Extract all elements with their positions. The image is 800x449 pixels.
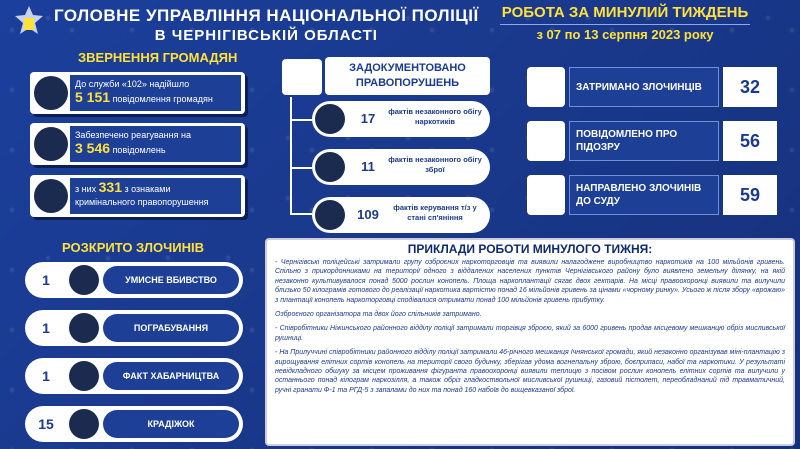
- solved-title: РОЗКРИТО ЗЛОЧИНІВ: [62, 240, 204, 255]
- stat-suspected: [527, 121, 777, 161]
- documented-row-drunk-driving: [312, 197, 490, 233]
- gun-icon: [315, 152, 345, 182]
- solved-count: 1: [42, 272, 50, 288]
- stat-label: НАПРАВЛЕНО ЗЛОЧИНІВ ДО СУДУ: [569, 175, 719, 215]
- documented-count: 17: [360, 111, 376, 126]
- solved-label: УМИСНЕ ВБИВСТВО: [103, 266, 239, 294]
- appeal-prefix: з них: [75, 184, 97, 194]
- appeal-line2: кримінального правопорушення: [75, 197, 209, 207]
- example-paragraph: - Чернігівські поліцейські затримали групу озброєних наркоторговців та виявили налагоджене виробництво наркотиків на 100 мільйонів гривень. Спільно з прикордонниками на території одного з віддалених населених пунктів Чернігівського району було виявлено земельну ділянку, на якій незаконно культивувалося понад 5000 рослин конопель. Площа наркоплантації сягає двох гектарів. На місці правоохоронці виявили та вилучили близько 50 кілограмів готового до реалізації наркотика вартістю понад 16 мільйонів гривень за цінами «чорному ринку». Усього ж після збору «врожаю» з плантації конопель наркоторговці сподівалися отримати понад 100 мільйонів гривень прибутку.: [275, 259, 785, 304]
- documented-row-drugs: [312, 101, 490, 137]
- robber-icon: [69, 313, 99, 343]
- appeal-card-calls: [30, 72, 245, 114]
- documented-count: 109: [357, 207, 379, 222]
- solved-label: ПОГРАБУВАННЯ: [103, 314, 239, 342]
- appeal-line2: повідомлень: [112, 145, 166, 155]
- week-range: з 07 по 13 серпня 2023 року: [536, 27, 714, 42]
- documented-label: фактів незаконного обігу зброї: [388, 155, 482, 174]
- stat-detained: [527, 67, 777, 107]
- solved-row-murder: [25, 262, 243, 298]
- example-paragraph: - На Прилуччині співробітники районного відділу поліції затримали 46-річного мешканця Ічнянської громади, який незаконно організував міні-плантацію з вирощування елітних сортів конопель на території свого будинку, зберігав удома вогнепальну зброю, боєприпаси, набої та наркотики. У результаті невідкладного обшуку за місцем проживання фігуранта правоохоронці виявили теплицю з посівом рослин конопель елітних сортів та вилучили у останнього понад кілограм наркозілля, а також обріз гладкоствольної мисливської рушниці, газовий пістолет, переобладнаний під травматичний, ручні гранати Ф-1 та РГД-5 з запалами до них та понад 160 набоїв до вищевказаної зброї.: [275, 349, 785, 394]
- appeal-value: 3 546: [75, 140, 111, 156]
- drugs-icon: [315, 104, 345, 134]
- no-drink-drive-icon: [315, 200, 345, 230]
- appeal-line1: з ознаками: [124, 184, 171, 194]
- divider: [500, 24, 750, 25]
- appeal-line1: Забезпечено реагування на: [75, 130, 191, 140]
- suspect-icon: [527, 121, 565, 161]
- solved-row-theft: [25, 406, 243, 442]
- example-paragraph: - Співробітники Ніжинського районного відділу поліції затримали торгівця зброєю, який за 6000 гривень продав місцевому мешканцю обріз мисливської рушниці.: [275, 325, 785, 342]
- appeal-card-criminal: [30, 175, 245, 217]
- appeal-card-responses: [30, 123, 245, 165]
- title-line-2: В ЧЕРНІГІВСЬКІЙ ОБЛАСТІ: [154, 27, 378, 44]
- solved-label: ФАКТ ХАБАРНИЦТВА: [103, 362, 239, 390]
- documented-connector: [290, 97, 310, 215]
- solved-label: КРАДІЖОК: [103, 410, 239, 438]
- officers-icon: [282, 59, 322, 95]
- stat-court: [527, 175, 777, 215]
- court-icon: [527, 175, 565, 215]
- appeal-value: 5 151: [75, 89, 111, 105]
- stat-value: 32: [723, 67, 777, 107]
- thief-icon: [69, 409, 99, 439]
- solved-row-robbery: [25, 310, 243, 346]
- police-officer-icon: [34, 179, 68, 213]
- stat-value: 56: [723, 121, 777, 161]
- documented-count: 11: [361, 159, 375, 174]
- body-icon: [69, 265, 99, 295]
- page-title: [54, 6, 479, 46]
- documented-title-box: [325, 57, 490, 95]
- examples-panel: [265, 238, 795, 446]
- appeal-line1: До служби «102» надійшло: [75, 79, 190, 89]
- title-line-1: ГОЛОВНЕ УПРАВЛІННЯ НАЦІОНАЛЬНОЇ ПОЛІЦІЇ: [54, 6, 479, 25]
- examples-title: ПРИКЛАДИ РОБОТИ МИНУЛОГО ТИЖНЯ:: [407, 242, 653, 256]
- handcuffs-icon: [527, 67, 565, 107]
- appeals-title: ЗВЕРНЕННЯ ГРОМАДЯН: [78, 50, 238, 65]
- example-paragraph: Озброєного організатора та двох його спільників затримано.: [275, 311, 482, 319]
- bribe-icon: [69, 361, 99, 391]
- documented-row-weapons: [312, 149, 490, 185]
- solved-row-bribery: [25, 358, 243, 394]
- documented-label: фактів незаконного обігу наркотиків: [388, 107, 482, 126]
- operator-icon: [34, 76, 68, 110]
- patrol-icon: [34, 127, 68, 161]
- documented-label: фактів керування т/з у стані сп'яніння: [393, 203, 477, 222]
- solved-count: 1: [42, 320, 50, 336]
- stat-value: 59: [723, 175, 777, 215]
- stat-label: ПОВІДОМЛЕНО ПРО ПІДОЗРУ: [569, 121, 719, 161]
- appeal-value: 331: [98, 179, 122, 195]
- week-title: РОБОТА ЗА МИНУЛИЙ ТИЖДЕНЬ: [501, 4, 749, 21]
- examples-body: [275, 258, 785, 400]
- police-emblem-icon: [14, 6, 44, 40]
- solved-count: 15: [38, 416, 54, 432]
- solved-count: 1: [42, 368, 50, 384]
- appeal-line2: повідомлення громадян: [112, 94, 213, 104]
- documented-title: ЗАДОКУМЕНТОВАНО ПРАВОПОРУШЕНЬ: [349, 62, 466, 89]
- stat-label: ЗАТРИМАНО ЗЛОЧИНЦІВ: [569, 67, 719, 107]
